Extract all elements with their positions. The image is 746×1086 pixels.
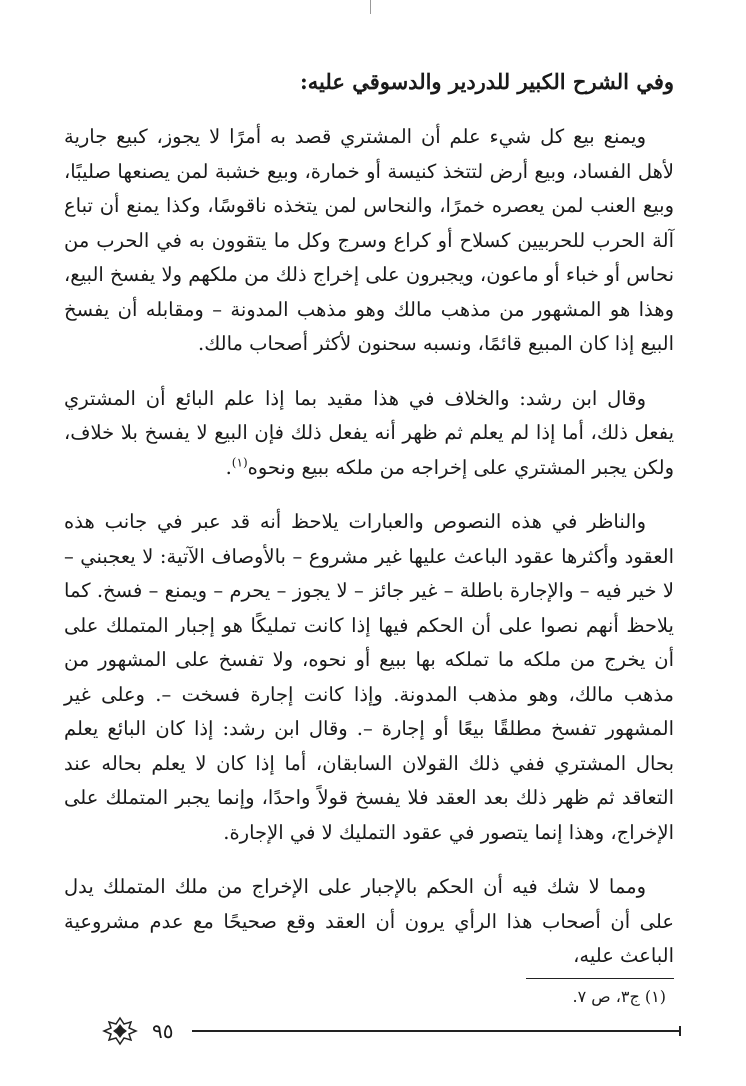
- page-footer: [100, 1016, 680, 1046]
- paragraph-2: [64, 382, 674, 486]
- paragraph-4: ومما لا شك فيه أن الحكم بالإجبار على الإخراج من ملك المتملك يدل على أن أصحاب هذا الرأي يرون أن العقد وقع صحيحًا مع عدم مشروعية الباعث عليه،: [64, 875, 674, 967]
- top-crop-mark: [370, 0, 371, 14]
- footnote: (١) ج٣، ص ٧.: [572, 987, 666, 1006]
- footnote-separator: [526, 978, 674, 979]
- section-heading: وفي الشرح الكبير للدردير والدسوقي عليه:: [300, 69, 674, 94]
- paragraph-1: ويمنع بيع كل شيء علم أن المشتري قصد به أمرًا لا يجوز، كبيع جارية لأهل الفساد، وبيع أرض لتتخذ كنيسة أو خمارة، وبيع خشبة لمن يصنعها صليبًا، وبيع العنب لمن يعصره خمرًا، والنحاس لمن يتخذه ناقوسًا، وكذا يمنع أن تباع آلة الحرب للحربيين كسلاح أو كراع وسرج وكل ما يتقوون به في الحرب من نحاس أو خباء أو ماعون، ويجبرون على إخراج ذلك من ملكهم ولا يفسخ البيع، وهذا هو المشهور من مذهب مالك وهو مذهب المدونة – ومقابله أن يفسخ البيع إذا كان المبيع قائمًا، ونسبه سحنون لأكثر أصحاب مالك.: [64, 125, 674, 355]
- paragraph-2-end: .: [225, 455, 232, 479]
- paragraph-2-text: وقال ابن رشد: والخلاف في هذا مقيد بما إذا علم البائع أن المشتري يفعل ذلك، أما إذا لم يعلم ثم ظهر أنه يفعل ذلك فإن البيع لا يفسخ بلا خلاف، ولكن يجبر المشتري على إخراجه من ملكه ببيع ونحوه: [64, 386, 674, 479]
- body-text: [64, 120, 674, 994]
- eight-point-star-ornament-icon: [100, 1016, 140, 1046]
- page-number: ٩٥: [152, 1019, 174, 1043]
- footnote-reference: (١): [231, 455, 248, 469]
- footer-rule: [192, 1030, 680, 1032]
- paragraph-3: والناظر في هذه النصوص والعبارات يلاحظ أنه قد عبر في جانب هذه العقود وأكثرها عقود الباعث عليها غير مشروع – بالأوصاف الآتية: لا يعجبني – لا خير فيه – والإجارة باطلة – غير جائز – لا يجوز – يحرم – ويمنع – فسخ. كما يلاحظ أنهم نصوا على أن الحكم فيها إذا كانت تمليكًا هو إجبار المتملك على أن يخرج من ملكه ما تملكه بها ببيع أو نحوه، ولا تفسخ على المشهور من مذهب مالك، وهو مذهب المدونة. وإذا كانت إجارة فسخت –. وعلى غير المشهور تفسخ مطلقًا بيعًا أو إجارة –. وقال ابن رشد: إذا كان البائع يعلم بحال المشتري ففي ذلك القولان السابقان، أما إذا كان لا يعلم بحاله عند التعاقد ثم ظهر ذلك بعد العقد فلا يفسخ قولاً واحدًا، وإنما يجبر المتملك على الإخراج، وهذا إنما يتصور في عقود التمليك لا في الإجارة.: [64, 510, 674, 844]
